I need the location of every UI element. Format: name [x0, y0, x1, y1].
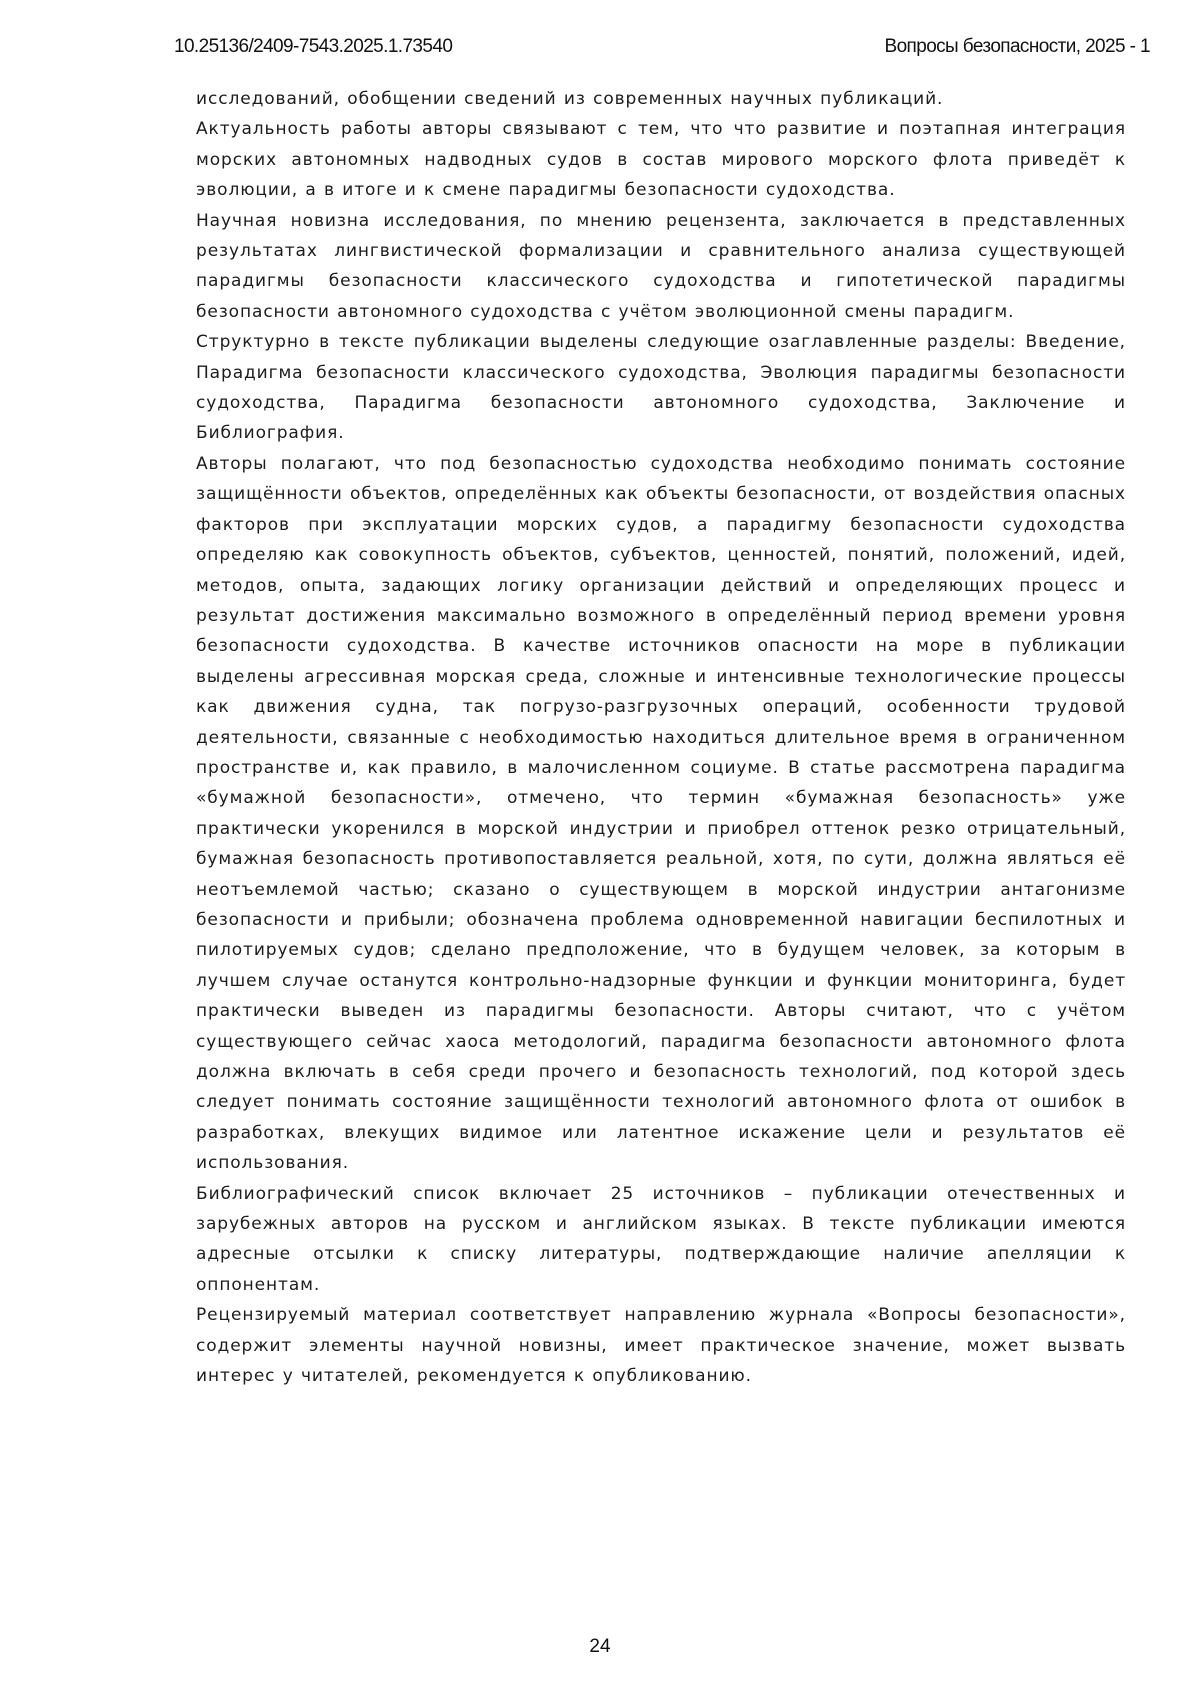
doi-identifier: 10.25136/2409-7543.2025.1.73540 — [174, 36, 452, 58]
page-number: 24 — [0, 1636, 1200, 1658]
paragraph-intro-tail: исследований, обобщении сведений из современных научных публикаций. — [196, 84, 1126, 114]
page-header — [174, 36, 1150, 64]
paragraph-bibliography: Библиографический список включает 25 источников – публикации отечественных и зарубежных авторов на русском и английском языках. В тексте публикации имеются адресные отсылки к списку литературы, подтверждающие наличие апелляции к оппонентам. — [196, 1179, 1126, 1301]
article-body — [196, 84, 1126, 1391]
paragraph-conclusion: Рецензируемый материал соответствует направлению журнала «Вопросы безопасности», содержит элементы научной новизны, имеет практическое значение, может вызвать интерес у читателей, рекомендуется к опубликованию. — [196, 1300, 1126, 1391]
paragraph-content-summary: Авторы полагают, что под безопасностью судоходства необходимо понимать состояние защищённости объектов, определённых как объекты безопасности, от воздействия опасных факторов при эксплуатации морских судов, а парадигму безопасности судоходства определяю как совокупность объектов, субъектов, ценностей, понятий, положений, идей, методов, опыта, задающих логику организации действий и определяющих процесс и результат достижения максимально возможного в определённый период времени уровня безопасности судоходства. В качестве источников опасности на море в публикации выделены агрессивная морская среда, сложные и интенсивные технологические процессы как движения судна, так погрузо-разгрузочных операций, особенности трудовой деятельности, связанные с необходимостью находиться длительное время в ограниченном пространстве и, как правило, в малочисленном социуме. В статье рассмотрена парадигма «бумажной безопасности», отмечено, что термин «бумажная безопасность» уже практически укоренился в морской индустрии и приобрел оттенок резко отрицательный, бумажная безопасность противопоставляется реальной, хотя, по сути, должна являться её неотъемлемой частью; сказано о существующем в морской индустрии антагонизме безопасности и прибыли; обозначена проблема одновременной навигации беспилотных и пилотируемых судов; сделано предположение, что в будущем человек, за которым в лучшем случае останутся контрольно-надзорные функции и функции мониторинга, будет практически выведен из парадигмы безопасности. Авторы считают, что с учётом существующего сейчас хаоса методологий, парадигма безопасности автономного флота должна включать в себя среди прочего и безопасность технологий, под которой здесь следует понимать состояние защищённости технологий автономного флота от ошибок в разработках, влекущих видимое или латентное искажение цели и результатов её использования. — [196, 449, 1126, 1179]
paragraph-novelty: Научная новизна исследования, по мнению рецензента, заключается в представленных результатах лингвистической формализации и сравнительного анализа существующей парадигмы безопасности классического судоходства и гипотетической парадигмы безопасности автономного судоходства с учётом эволюционной смены парадигм. — [196, 206, 1126, 328]
journal-title: Вопросы безопасности, 2025 - 1 — [885, 36, 1151, 58]
paragraph-structure: Структурно в тексте публикации выделены следующие озаглавленные разделы: Введение, Парадигма безопасности классического судоходства, Эволюция парадигмы безопасности судоходства, Парадигма безопасности автономного судоходства, Заключение и Библиография. — [196, 327, 1126, 449]
paragraph-relevance: Актуальность работы авторы связывают с тем, что что развитие и поэтапная интеграция морских автономных надводных судов в состав мирового морского флота приведёт к эволюции, а в итоге и к смене парадигмы безопасности судоходства. — [196, 114, 1126, 205]
